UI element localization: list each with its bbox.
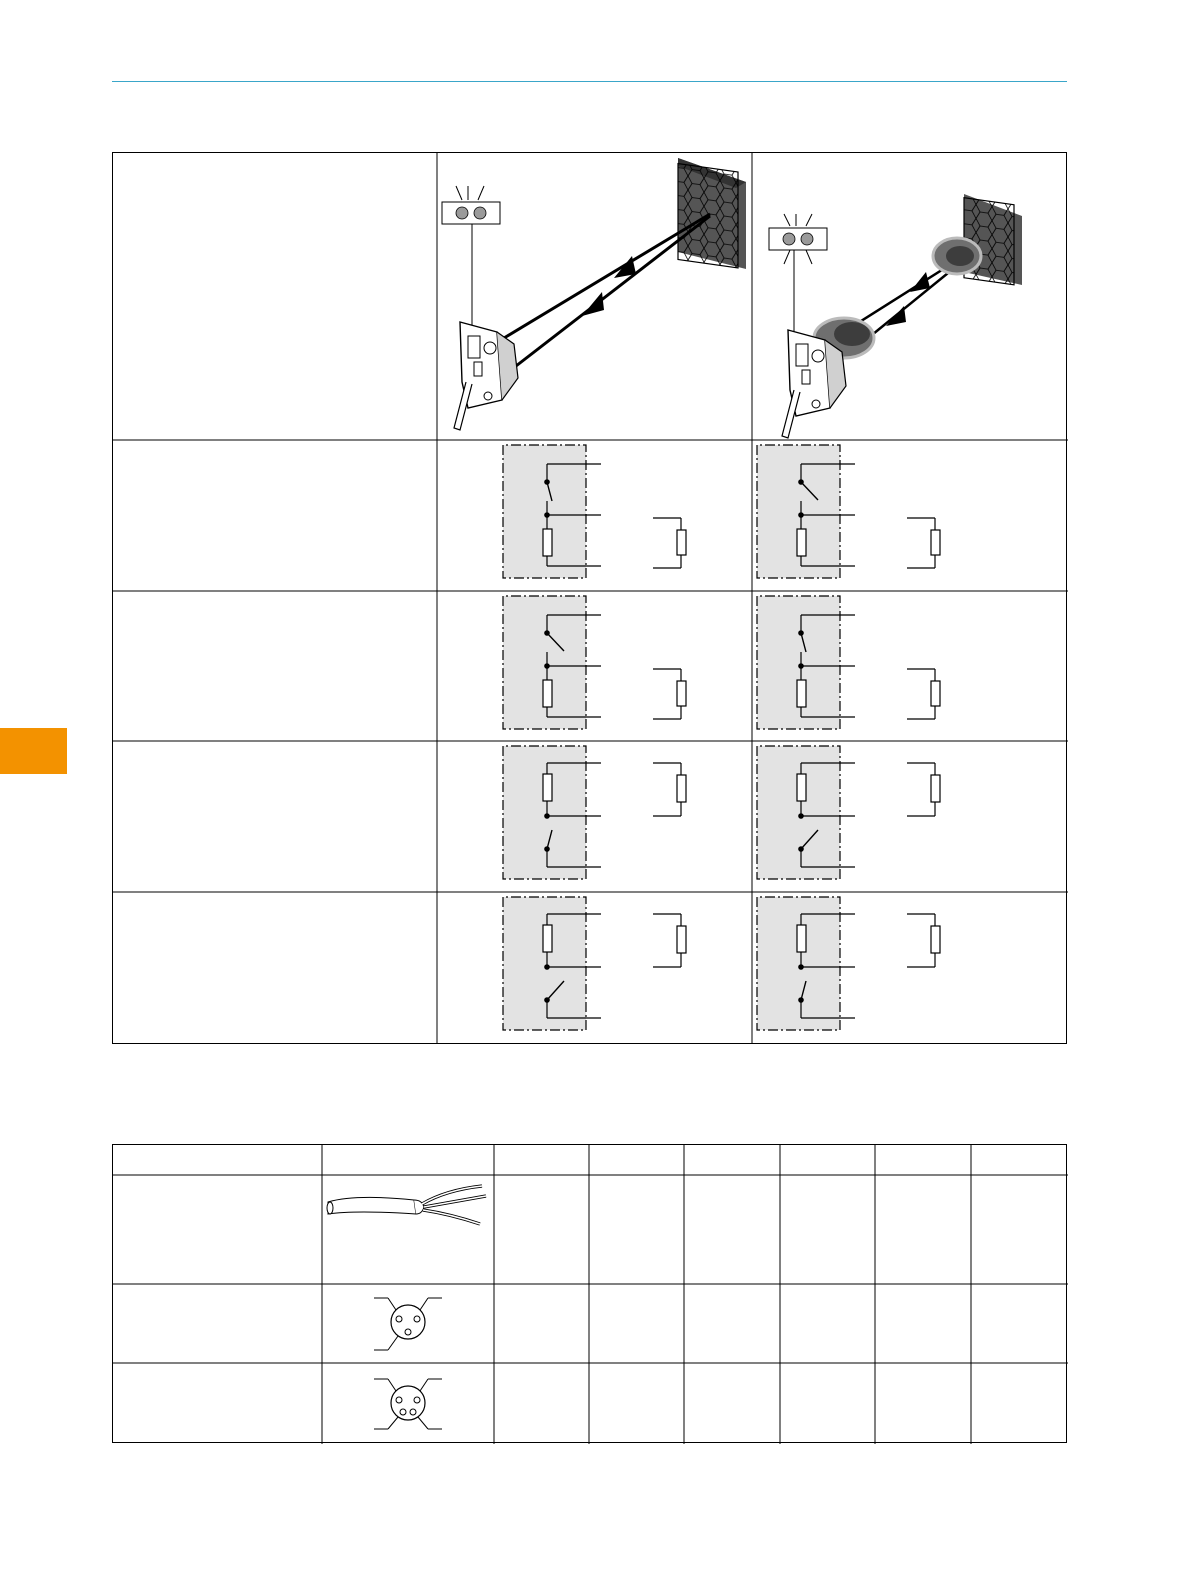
contaminated-beam-illustration xyxy=(769,194,1022,438)
chapter-tab xyxy=(0,728,67,774)
led-indicator-icon xyxy=(769,214,827,332)
header-rule xyxy=(112,81,1067,82)
circuit-diagram xyxy=(503,445,686,578)
connector-4pin-icon xyxy=(374,1379,442,1429)
circuit-diagram xyxy=(503,596,686,729)
switching-row-2 xyxy=(503,596,940,729)
reflector-icon xyxy=(678,158,746,269)
circuit-diagram xyxy=(503,746,686,879)
circuit-diagram xyxy=(757,445,940,578)
switching-row-3 xyxy=(503,746,940,879)
switching-row-4 xyxy=(503,897,940,1030)
circuit-diagram xyxy=(503,897,686,1030)
connector-3pin-icon xyxy=(374,1298,442,1350)
connection-table xyxy=(112,1144,1068,1444)
circuit-diagram xyxy=(757,596,940,729)
clean-beam-illustration xyxy=(442,158,746,430)
led-indicator-icon xyxy=(442,186,500,328)
circuit-diagram xyxy=(757,746,940,879)
switching-diagram-table xyxy=(112,152,1068,1044)
cable-icon xyxy=(327,1186,486,1224)
sensor-icon xyxy=(454,322,518,430)
switching-row-1 xyxy=(503,445,940,578)
circuit-diagram xyxy=(757,897,940,1030)
